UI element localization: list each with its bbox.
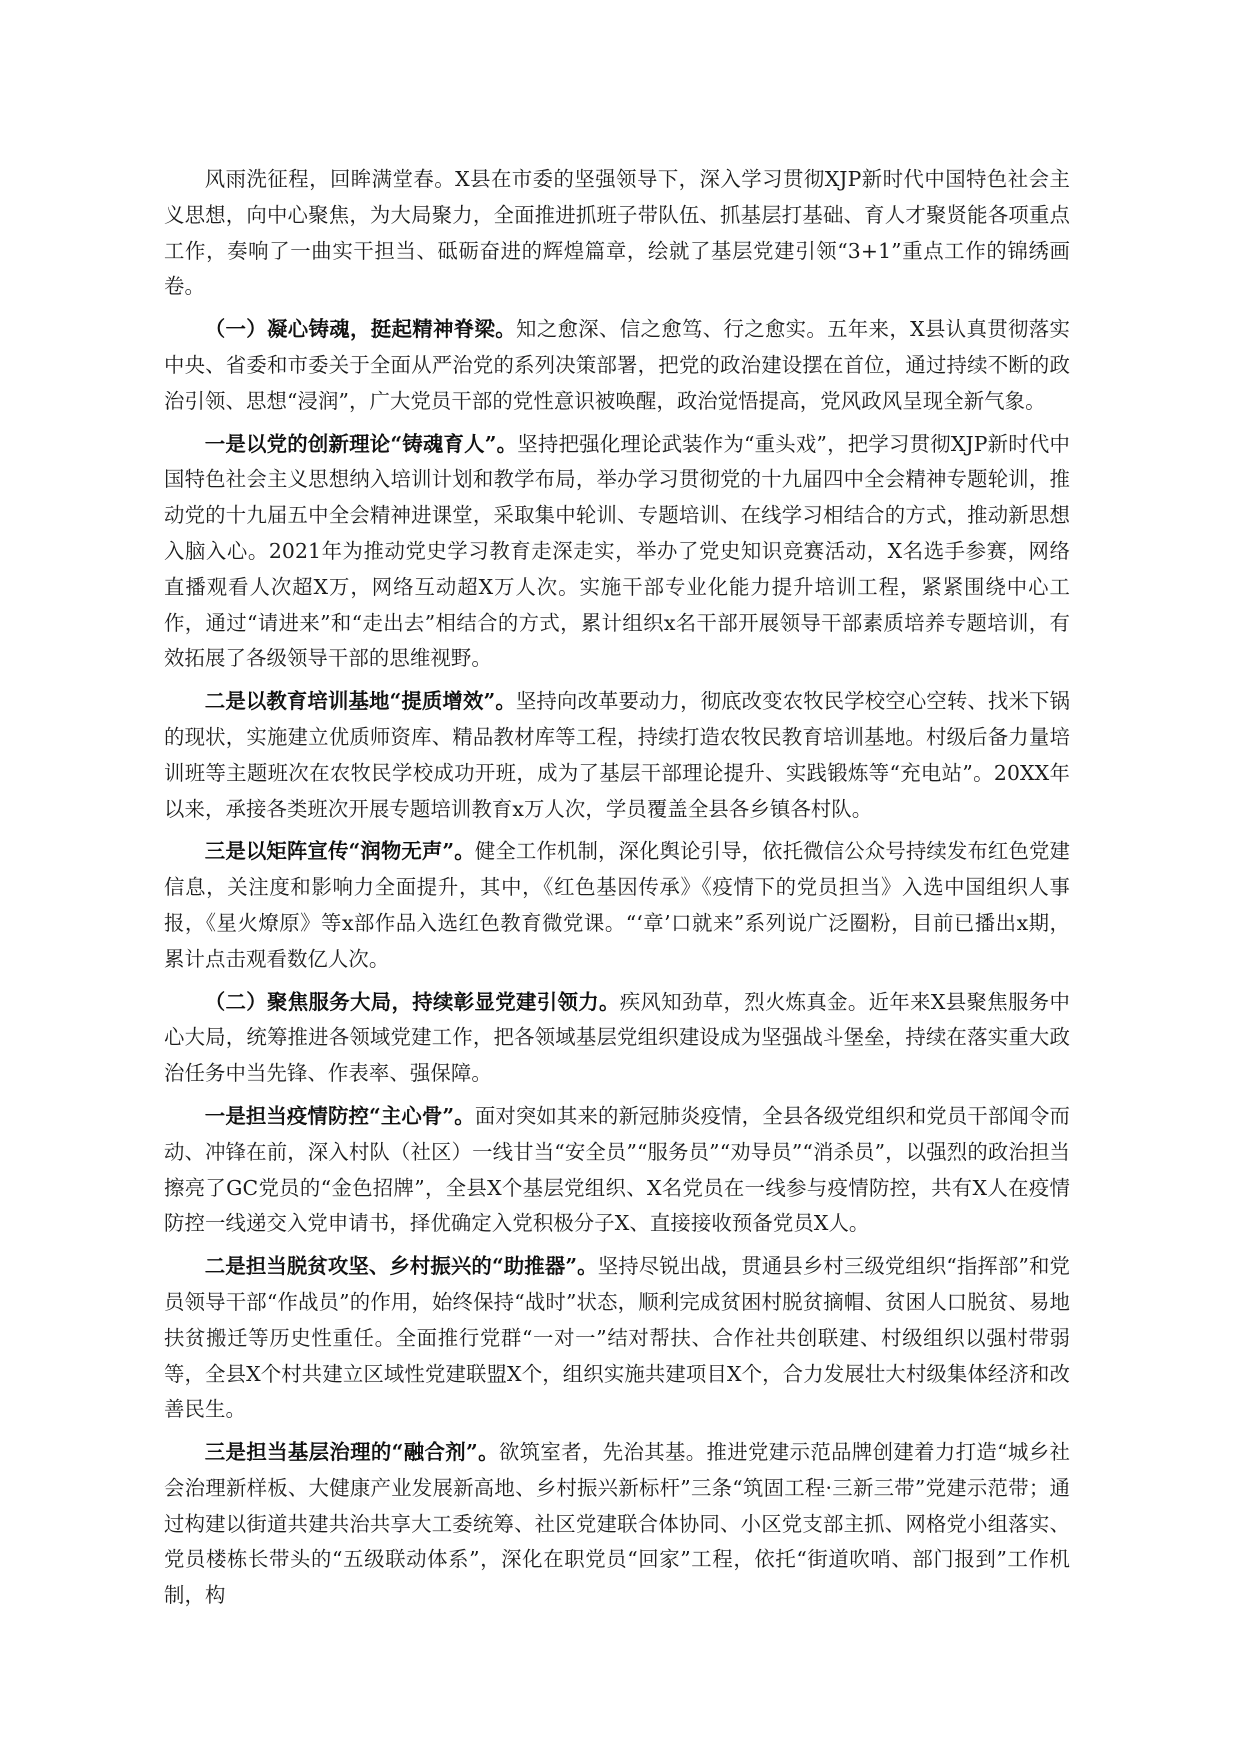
- paragraph-text: 疾风知劲草，烈火炼真金。近年来X县聚焦服务中心大局，统筹推进各领域党建工作，把各领域基层党组织建设成为坚强战斗堡垒，持续在落实重大政治任务中当先锋、作表率、强保障。: [164, 989, 1070, 1086]
- paragraph-section-1: [164, 312, 1070, 419]
- paragraph-text: 欲筑室者，先治其基。推进党建示范品牌创建着力打造“城乡社会治理新样板、大健康产业发展新高地、乡村振兴新标杆”三条“筑固工程·三新三带”党建示范带；通过构建以街道共建共治共享大工委统筹、社区党建联合体协同、小区党支部主抓、网格党小组落实、党员楼栋长带头的“五级联动体系”，深化在职党员“回家”工程，依托“街道吹哨、部门报到”工作机制，构: [164, 1440, 1070, 1608]
- paragraph-item: [164, 1435, 1070, 1614]
- item-heading: 二是以教育培训基地“提质增效”。: [204, 689, 516, 714]
- paragraph-text: 坚持向改革要动力，彻底改变农牧民学校空心空转、找米下锅的现状，实施建立优质师资库、精品教材库等工程，持续打造农牧民教育培训基地。村级后备力量培训班等主题班次在农牧民学校成功开班，成为了基层干部理论提升、实践锻炼等“充电站”。20XX年以来，承接各类班次开展专题培训教育x万人次，学员覆盖全县各乡镇各村队。: [164, 689, 1070, 821]
- paragraph-text: 面对突如其来的新冠肺炎疫情，全县各级党组织和党员干部闻令而动、冲锋在前，深入村队（社区）一线甘当“安全员”“服务员”“劝导员”“消杀员”，以强烈的政治担当擦亮了GC党员的“金色招牌”，全县X个基层党组织、X名党员在一线参与疫情防控，共有X人在疫情防控一线递交入党申请书，择优确定入党积极分子X、直接接收预备党员X人。: [164, 1103, 1071, 1236]
- paragraph-item: [164, 834, 1070, 977]
- item-heading: 三是担当基层治理的“融合剂”。: [204, 1440, 499, 1465]
- paragraph-intro: [164, 162, 1070, 305]
- section-heading: （二）聚焦服务大局，持续彰显党建引领力。: [204, 989, 620, 1014]
- item-heading: 一是以党的创新理论“铸魂育人”。: [204, 431, 518, 456]
- paragraph-text: 坚持把强化理论武装作为“重头戏”，把学习贯彻XJP新时代中国特色社会主义思想纳入培训计划和教学布局，举办学习贯彻党的十九届四中全会精神专题轮训，推动党的十九届五中全会精神进课堂，采取集中轮训、专题培训、在线学习相结合的方式，推动新思想入脑入心。2021年为推动党史学习教育走深走实，举办了党史知识竞赛活动，X名选手参赛，网络直播观看人次超X万，网络互动超X万人次。实施干部专业化能力提升培训工程，紧紧围绕中心工作，通过“请进来”和“走出去”相结合的方式，累计组织x名干部开展领导干部素质培养专题培训，有效拓展了各级领导干部的思维视野。: [164, 431, 1070, 671]
- paragraph-item: [164, 427, 1070, 678]
- paragraph-item: [164, 684, 1070, 827]
- item-heading: 三是以矩阵宣传“润物无声”。: [204, 839, 475, 864]
- document-body: [164, 162, 1070, 1621]
- paragraph-item: [164, 1099, 1070, 1242]
- paragraph-text: 健全工作机制，深化舆论引导，依托微信公众号持续发布红色党建信息，关注度和影响力全面提升，其中，《红色基因传承》《疫情下的党员担当》入选中国组织人事报，《星火燎原》等x部作品入选红色教育微党课。“‘章’口就来”系列说广泛圈粉，目前已播出x期，累计点击观看数亿人次。: [164, 839, 1071, 971]
- paragraph-text: 坚持尽锐出战，贯通县乡村三级党组织“指挥部”和党员领导干部“作战员”的作用，始终保持“战时”状态，顺利完成贫困村脱贫摘帽、贫困人口脱贫、易地扶贫搬迁等历史性重任。全面推行党群“一对一”结对帮扶、合作社共创联建、村级组织以强村带弱等，全县X个村共建立区域性党建联盟X个，组织实施共建项目X个，合力发展壮大村级集体经济和改善民生。: [164, 1254, 1070, 1422]
- paragraph-text: 知之愈深、信之愈笃、行之愈实。五年来，X县认真贯彻落实中央、省委和市委关于全面从严治党的系列决策部署，把党的政治建设摆在首位，通过持续不断的政治引领、思想“浸润”，广大党员干部的党性意识被唤醒，政治觉悟提高，党风政风呈现全新气象。: [164, 317, 1070, 413]
- section-heading: （一）凝心铸魂，挺起精神脊梁。: [204, 317, 516, 342]
- item-heading: 一是担当疫情防控“主心骨”。: [204, 1103, 475, 1128]
- item-heading: 二是担当脱贫攻坚、乡村振兴的“助推器”。: [204, 1254, 598, 1279]
- paragraph-section-2: [164, 985, 1070, 1092]
- paragraph-text: 风雨洗征程，回眸满堂春。X县在市委的坚强领导下，深入学习贯彻XJP新时代中国特色社会主义思想，向中心聚焦，为大局聚力，全面推进抓班子带队伍、抓基层打基础、育人才聚贤能各项重点工作，奏响了一曲实干担当、砥砺奋进的辉煌篇章，绘就了基层党建引领“3+1”重点工作的锦绣画卷。: [164, 167, 1070, 299]
- paragraph-item: [164, 1249, 1070, 1428]
